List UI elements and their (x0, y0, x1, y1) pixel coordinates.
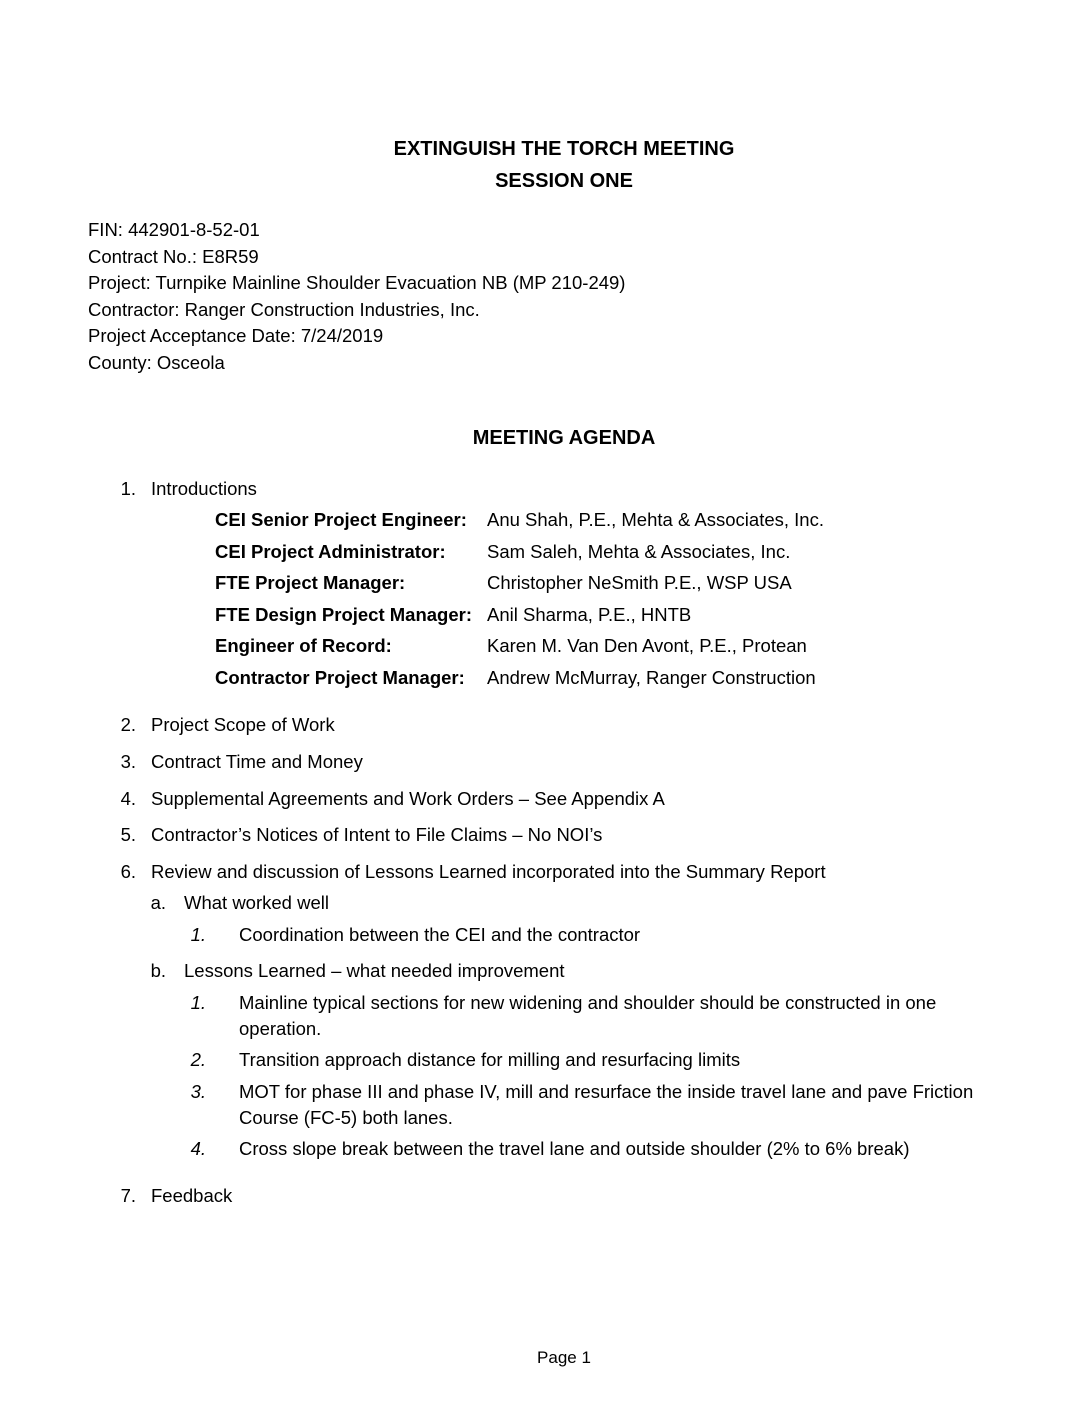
project-line: Project: Turnpike Mainline Shoulder Evacuation NB (MP 210-249) (88, 272, 626, 293)
project-info-block (88, 217, 625, 376)
lesson-section-label: a. (150, 892, 166, 913)
intro-name: Anu Shah, P.E., Mehta & Associates, Inc. (487, 509, 824, 530)
lesson-section-text: What worked well (184, 892, 329, 913)
session-title: SESSION ONE (495, 170, 633, 192)
agenda-heading: MEETING AGENDA (472, 427, 656, 449)
intro-name: Karen M. Van Den Avont, P.E., Protean (487, 635, 807, 657)
intro-name: Christopher NeSmith P.E., WSP USA (487, 572, 792, 594)
lesson-item-number: 4. (190, 1138, 206, 1159)
acceptance-date-line: Project Acceptance Date: 7/24/2019 (88, 325, 384, 346)
intro-name: Sam Saleh, Mehta & Associates, Inc. (487, 540, 791, 562)
agenda-item-number: 1. (120, 478, 136, 499)
lesson-item-number: 1. (190, 924, 206, 945)
lesson-item-number: 1. (190, 992, 206, 1013)
agenda-item-text: Introductions (151, 478, 257, 499)
lesson-section-text: Lessons Learned – what needed improvement (184, 960, 565, 981)
lesson-section-label: b. (150, 960, 166, 981)
intro-name: Anil Sharma, P.E., HNTB (487, 603, 692, 625)
agenda-item-number: 4. (120, 788, 136, 809)
intro-role: FTE Project Manager: (215, 572, 406, 594)
agenda-item-text: Contract Time and Money (151, 751, 363, 772)
intro-role: Engineer of Record: (215, 635, 392, 657)
agenda-item-number: 7. (120, 1185, 136, 1206)
meeting-title: EXTINGUISH THE TORCH MEETING (393, 138, 735, 160)
contract-line: Contract No.: E8R59 (88, 245, 259, 267)
lesson-item-text: Coordination between the CEI and the contractor (239, 924, 641, 945)
lesson-item-text: Mainline typical sections for new widening and shoulder should be constructed in one (239, 992, 937, 1013)
intro-role: CEI Senior Project Engineer: (215, 509, 467, 530)
county-line: County: Osceola (88, 351, 225, 373)
agenda-item-text: Contractor’s Notices of Intent to File Claims – No NOI’s (151, 824, 603, 845)
agenda-item-text: Review and discussion of Lessons Learned incorporated into the Summary Report (151, 861, 826, 882)
agenda-item-text: Feedback (151, 1185, 233, 1206)
agenda-item-number: 3. (120, 751, 136, 772)
lesson-item-number: 3. (190, 1081, 206, 1102)
intro-name: Andrew McMurray, Ranger Construction (487, 666, 816, 688)
contractor-line: Contractor: Ranger Construction Industries, Inc. (88, 298, 480, 320)
lesson-item-number: 2. (190, 1049, 206, 1070)
page-number: Page 1 (537, 1348, 591, 1367)
lesson-item-text: Transition approach distance for milling and resurfacing limits (239, 1049, 741, 1070)
fin-line: FIN: 442901-8-52-01 (88, 219, 260, 240)
lesson-item-text: MOT for phase III and phase IV, mill and resurface the inside travel lane and pave Friction (239, 1081, 974, 1102)
agenda-item-number: 5. (120, 824, 136, 845)
intro-role: Contractor Project Manager: (215, 666, 465, 688)
intro-role: FTE Design Project Manager: (215, 603, 472, 625)
agenda-item-text: Supplemental Agreements and Work Orders – See Appendix A (151, 788, 665, 809)
intro-role: CEI Project Administrator: (215, 540, 446, 562)
agenda-item-text: Project Scope of Work (151, 714, 335, 735)
lesson-item-text: Cross slope break between the travel lane and outside shoulder (2% to 6% break) (239, 1138, 910, 1159)
lesson-item-text-continued: Course (FC-5) both lanes. (239, 1107, 453, 1128)
agenda-item-number: 2. (120, 714, 136, 735)
agenda-item-number: 6. (120, 861, 136, 882)
lesson-item-text-continued: operation. (239, 1018, 322, 1039)
